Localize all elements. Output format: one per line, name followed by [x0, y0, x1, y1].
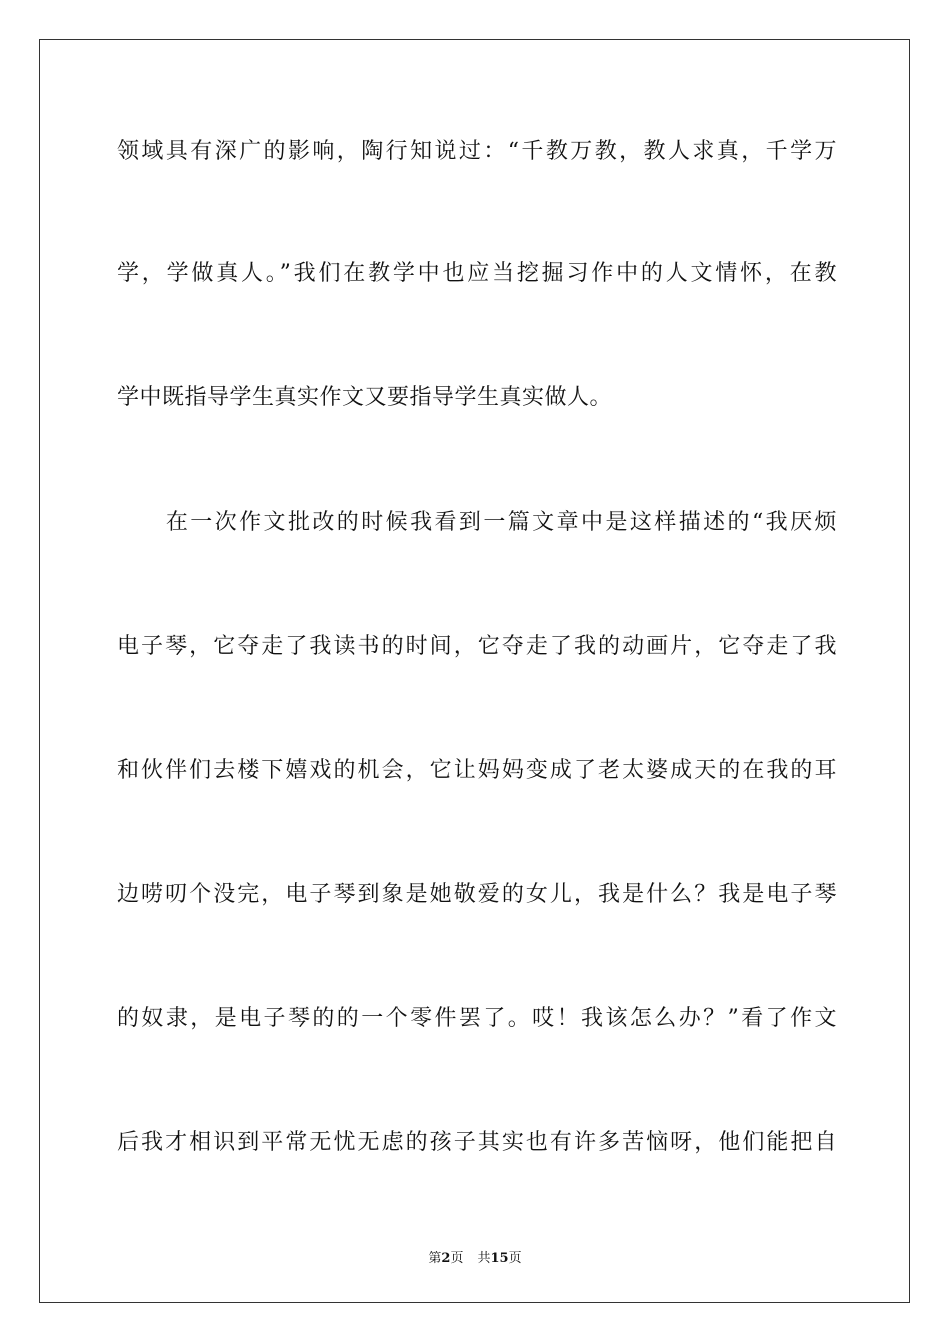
page-suffix: 页 [450, 1251, 464, 1266]
body-line-3: 学中既指导学生真实作文又要指导学生真实做人。 [117, 385, 613, 410]
body-line-1: 领域具有深广的影响，陶行知说过：“千教万教，教人求真，千学万 [117, 139, 837, 164]
total-suffix: 页 [508, 1251, 522, 1266]
total-pages: 15 [490, 1251, 509, 1266]
body-line-2: 学，学做真人。”我们在教学中也应当挖掘习作中的人文情怀，在教 [117, 261, 837, 286]
body-line-9: 后我才相识到平常无忧无虑的孩子其实也有许多苦恼呀，他们能把自 [117, 1130, 837, 1155]
total-prefix: 共 [477, 1251, 491, 1266]
body-line-4: 在一次作文批改的时候我看到一篇文章中是这样描述的“我厌烦 [117, 510, 837, 535]
body-line-5: 电子琴，它夺走了我读书的时间，它夺走了我的动画片，它夺走了我 [117, 634, 837, 659]
body-line-7: 边唠叨个没完，电子琴到象是她敬爱的女儿，我是什么？我是电子琴 [117, 882, 837, 907]
body-line-6: 和伙伴们去楼下嬉戏的机会，它让妈妈变成了老太婆成天的在我的耳 [117, 758, 837, 783]
page-prefix: 第 [428, 1251, 442, 1266]
page-border [39, 39, 910, 1303]
page-number: 2 [441, 1251, 451, 1266]
page-footer [0, 1247, 950, 1266]
body-line-8: 的奴隶，是电子琴的的一个零件罢了。哎！我该怎么办？”看了作文 [117, 1006, 837, 1031]
